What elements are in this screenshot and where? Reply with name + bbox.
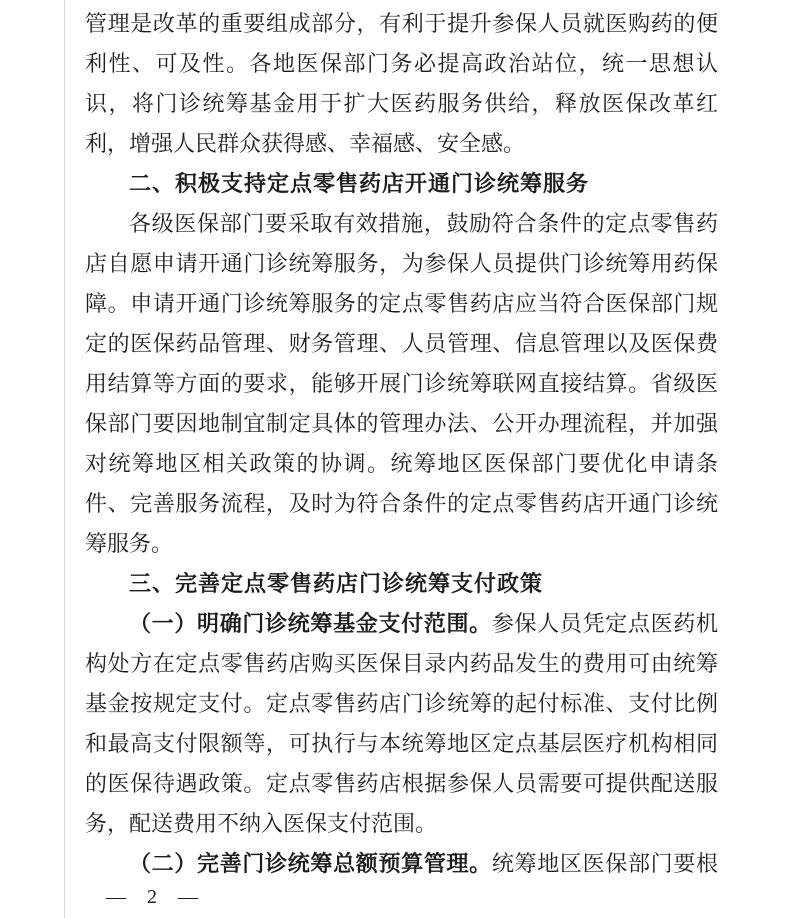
scan-artifact-line (64, 0, 65, 918)
item-2-text: 统筹地区医保部门要根 (491, 851, 718, 876)
paragraph-section-2: 各级医保部门要采取有效措施，鼓励符合条件的定点零售药店自愿申请开通门诊统筹服务，为参保人员提供门诊统筹用药保障。申请开通门诊统筹服务的定点零售药店应当符合医保部门规定的医保药品管理、财务管理、人员管理、信息管理以及医保费用结算等方面的要求，能够开展门诊统筹联网直接结算。省级医保部门要因地制宜制定具体的管理办法、公开办理流程，并加强对统筹地区相关政策的协调。统筹地区医保部门要优化申请条件、完善服务流程，及时为符合条件的定点零售药店开通门诊统筹服务。 (85, 211, 718, 556)
item-1-lead: （一）明确门诊统筹基金支付范围。 (129, 611, 492, 636)
paragraph-item-2 (85, 844, 718, 884)
document-body (85, 4, 718, 884)
paragraph-continuation: 管理是改革的重要组成部分，有利于提升参保人员就医购药的便利性、可及性。各地医保部门务必提高政治站位，统一思想认识，将门诊统筹基金用于扩大医药服务供给，释放医保改革红利，增强人民群众获得感、幸福感、安全感。 (85, 11, 718, 156)
item-1-text: 参保人员凭定点医药机构处方在定点零售药店购买医保目录内药品发生的费用可由统筹基金按规定支付。定点零售药店门诊统筹的起付标准、支付比例和最高支付限额等，可执行与本统筹地区定点基层医疗机构相同的医保待遇政策。定点零售药店根据参保人员需要可提供配送服务，配送费用不纳入医保支付范围。 (85, 611, 718, 836)
section-heading-3: 三、完善定点零售药店门诊统筹支付政策 (129, 571, 544, 596)
section-heading-2: 二、积极支持定点零售药店开通门诊统筹服务 (129, 171, 590, 196)
page-number: — 2 — (106, 886, 206, 908)
paragraph-item-1 (85, 604, 718, 844)
item-2-lead: （二）完善门诊统筹总额预算管理。 (129, 851, 492, 876)
